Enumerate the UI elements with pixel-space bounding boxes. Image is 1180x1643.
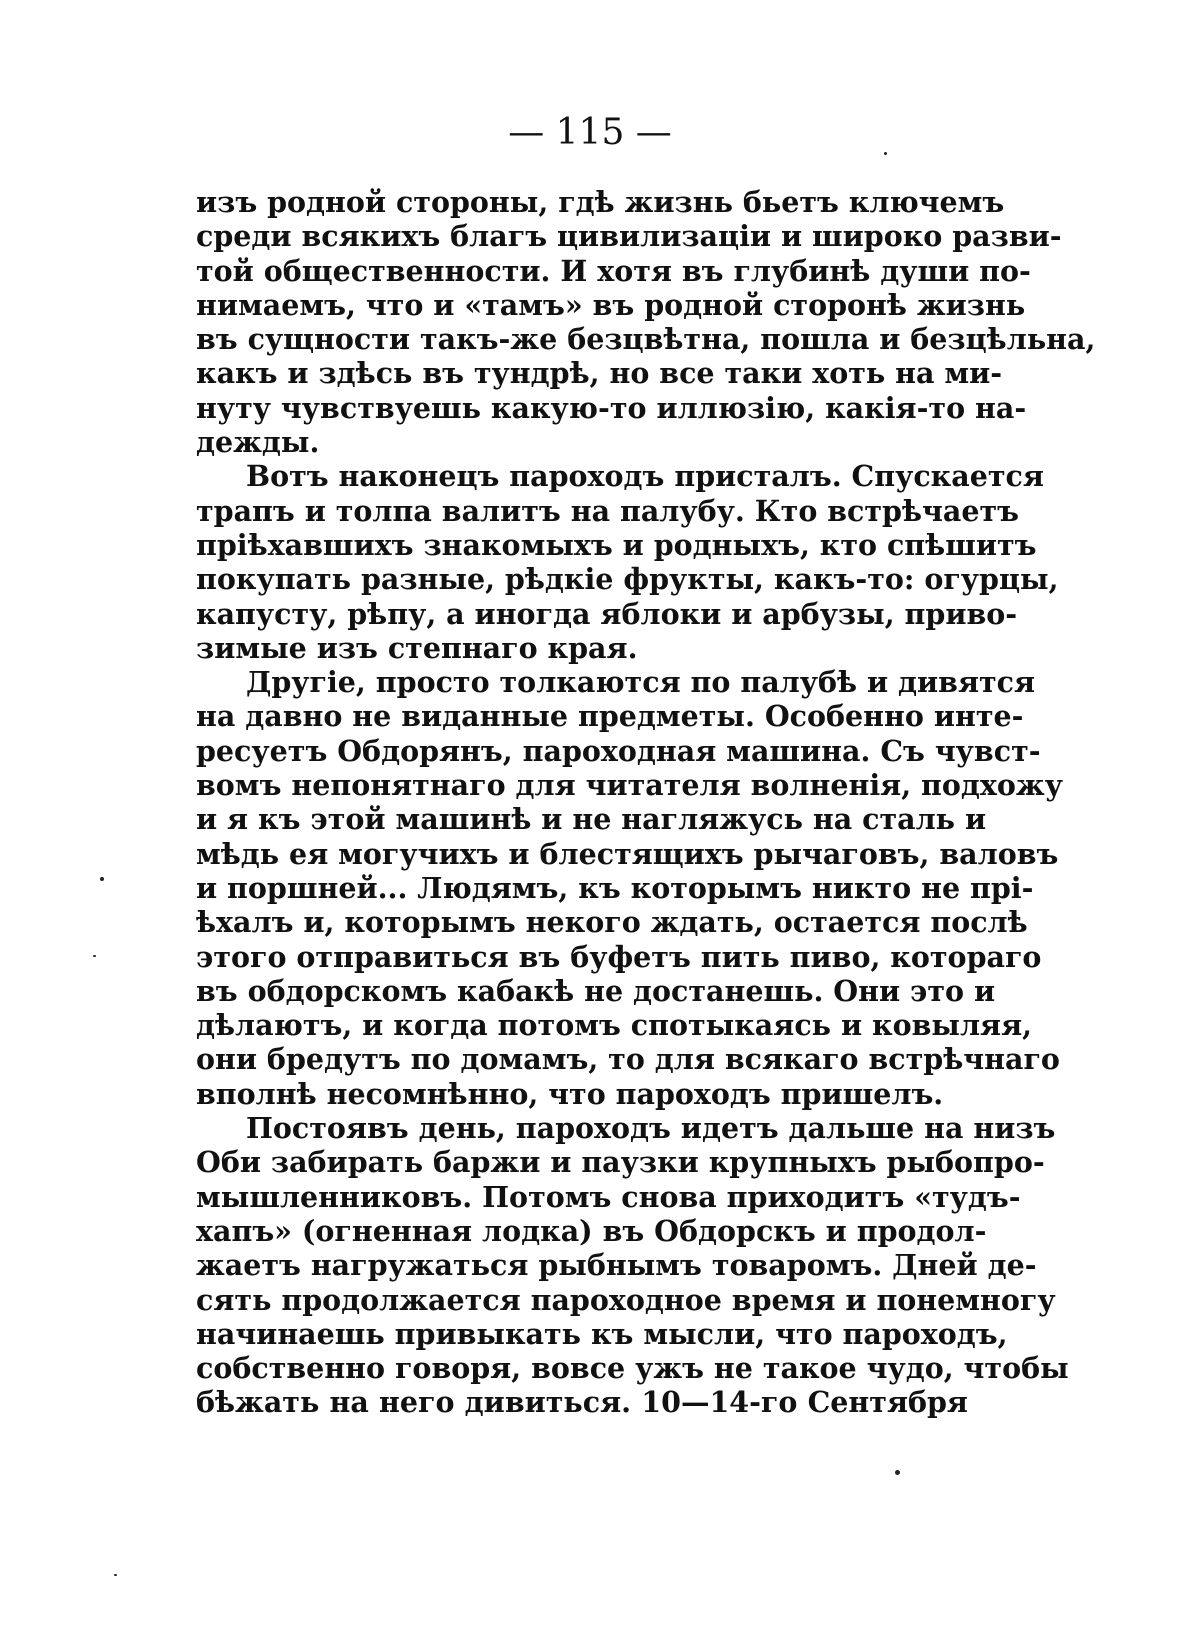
text-line: дежды.: [196, 425, 320, 460]
text-line: ѣхалъ и, которымъ некого ждать, остается послѣ: [196, 905, 1028, 940]
paragraph-first-line: Постоявъ день, пароходъ идетъ дальше на низъ: [246, 1111, 1056, 1146]
text-line: въ обдорскомъ кабакѣ не достанешь. Они это и: [196, 973, 996, 1008]
text-line: пріѣхавшихъ знакомыхъ и родныхъ, кто спѣшитъ: [196, 527, 1037, 562]
text-line: трапъ и толпа валитъ на палубу. Кто встрѣчаетъ: [196, 493, 1020, 528]
text-line: Оби забирать баржи и паузки крупныхъ рыбопро-: [196, 1145, 1045, 1180]
text-line: начинаешь привыкать къ мысли, что пароходъ,: [196, 1316, 1008, 1351]
scan-speck: [895, 1470, 900, 1475]
text-line: въ сущности такъ-же безцвѣтна, пошла и безцѣльна,: [196, 322, 1096, 357]
text-line: жаетъ нагружаться рыбнымъ товаромъ. Дней де-: [196, 1248, 1037, 1283]
page-number: — 115 —: [508, 112, 672, 153]
text-line: зимые изъ степнаго края.: [196, 630, 638, 665]
text-line: хапъ» (огненная лодка) въ Обдорскъ и продол-: [196, 1213, 987, 1248]
body-text: [196, 185, 1096, 1420]
text-line: нуту чувствуешь какую-то иллюзію, какія-то на-: [196, 390, 1027, 425]
text-line: сять продолжается пароходное время и понемногу: [196, 1282, 1056, 1317]
text-line: вполнѣ несомнѣнно, что пароходъ пришелъ.: [196, 1076, 944, 1111]
text-line: бѣжать на него дивиться. 10—14-го Сентября: [196, 1385, 968, 1420]
text-line: мѣдь ея могучихъ и блестящихъ рычаговъ, валовъ: [196, 836, 1059, 871]
scan-speck: [884, 152, 887, 155]
text-line: дѣлаютъ, и когда потомъ спотыкаясь и ковыляя,: [196, 1008, 1033, 1043]
text-line: покупать разные, рѣдкіе фрукты, какъ-то: огурцы,: [196, 562, 1059, 597]
text-line: на давно не виданные предметы. Особенно инте-: [196, 699, 1024, 734]
scan-speck: [114, 1574, 117, 1576]
scan-speck: [93, 955, 96, 957]
paragraph-first-line: Вотъ наконецъ пароходъ присталъ. Спускается: [246, 459, 1044, 494]
text-line: они бредутъ по домамъ, то для всякаго встрѣчнаго: [196, 1042, 1060, 1077]
text-line: изъ родной стороны, гдѣ жизнь бьетъ ключемъ: [196, 185, 1005, 219]
text-line: и поршней... Людямъ, къ которымъ никто не прі-: [196, 870, 1034, 905]
scan-speck: [100, 877, 104, 881]
paragraph-first-line: Другіе, просто толкаются по палубѣ и дивятся: [246, 665, 1036, 700]
text-line: ресуетъ Обдорянъ, пароходная машина. Съ чувст-: [196, 733, 1041, 768]
text-line: нимаемъ, что и «тамъ» въ родной сторонѣ жизнь: [196, 287, 1026, 322]
text-line: и я къ этой машинѣ и не нагляжусь на сталь и: [196, 802, 987, 837]
text-line: среди всякихъ благъ цивилизаціи и широко разви-: [196, 219, 1062, 254]
text-line: капусту, рѣпу, а иногда яблоки и арбузы, приво-: [196, 596, 1018, 631]
text-line: этого отправиться въ буфетъ пить пиво, котораго: [196, 939, 1042, 974]
text-line: какъ и здѣсь въ тундрѣ, но все таки хоть на ми-: [196, 356, 1003, 391]
text-line: собственно говоря, вовсе ужъ не такое чудо, чтобы: [196, 1351, 1069, 1386]
text-line: той общественности. И хотя въ глубинѣ души по-: [196, 253, 1031, 288]
text-line: вомъ непонятнаго для читателя волненія, подхожу: [196, 768, 1063, 803]
text-line: мышленниковъ. Потомъ снова приходитъ «тудъ-: [196, 1179, 1021, 1214]
